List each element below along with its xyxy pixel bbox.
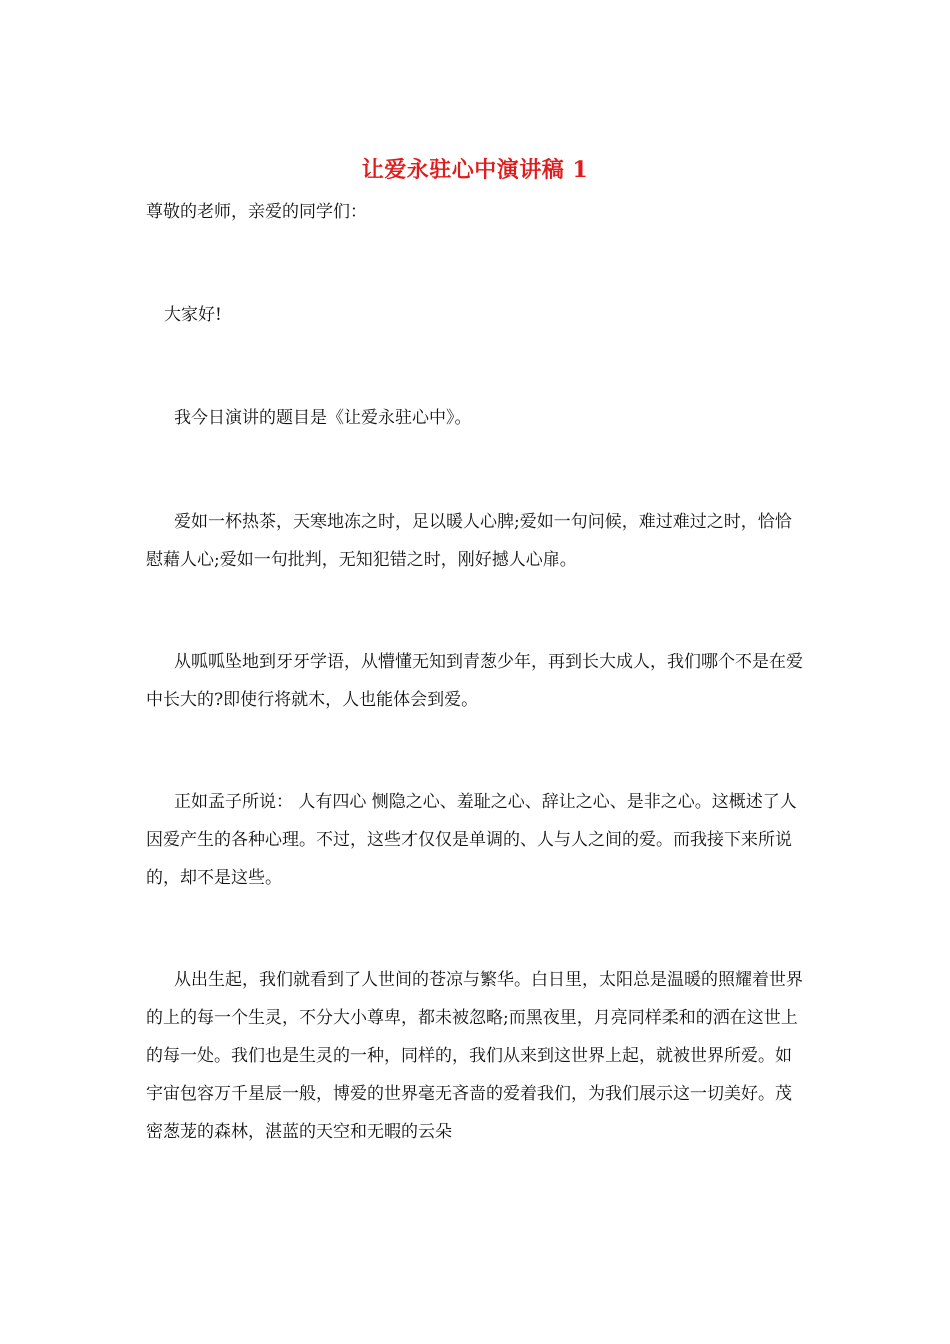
paragraph-growing-up-in-love: 从呱呱坠地到牙牙学语，从懵懂无知到青葱少年，再到长大成人，我们哪个不是在爱中长大的?即使行将就木，人也能体会到爱。 bbox=[146, 652, 803, 710]
speech-topic: 我今日演讲的题目是《让爱永驻心中》。 bbox=[174, 408, 472, 428]
salutation: 尊敬的老师，亲爱的同学们： bbox=[146, 202, 367, 222]
paragraph-love-like-tea: 爱如一杯热茶，天寒地冻之时，足以暖人心脾;爱如一句问候，难过难过之时，恰恰慰藉人心;爱如一句批判，无知犯错之时，刚好撼人心扉。 bbox=[146, 512, 792, 570]
paragraph-mencius-quote: 正如孟子所说： 人有四心 恻隐之心、羞耻之心、辞让之心、是非之心。这概述了人因爱产生的各种心理。不过，这些才仅仅是单调的、人与人之间的爱。而我接下来所说的，却不是这些。 bbox=[146, 792, 797, 888]
greeting: 大家好! bbox=[164, 305, 222, 325]
paragraph-loved-by-world: 从出生起，我们就看到了人世间的苍凉与繁华。白日里，太阳总是温暖的照耀着世界的上的每一个生灵，不分大小尊卑，都未被忽略;而黑夜里，月亮同样柔和的洒在这世上的每一处。我们也是生灵的一种，同样的，我们从来到这世界上起，就被世界所爱。如宇宙包容万千星辰一般，博爱的世界毫无吝啬的爱着我们，为我们展示这一切美好。茂密葱茏的森林，湛蓝的天空和无暇的云朵 bbox=[146, 970, 803, 1142]
document-title: 让爱永驻心中演讲稿 1 bbox=[361, 157, 589, 183]
